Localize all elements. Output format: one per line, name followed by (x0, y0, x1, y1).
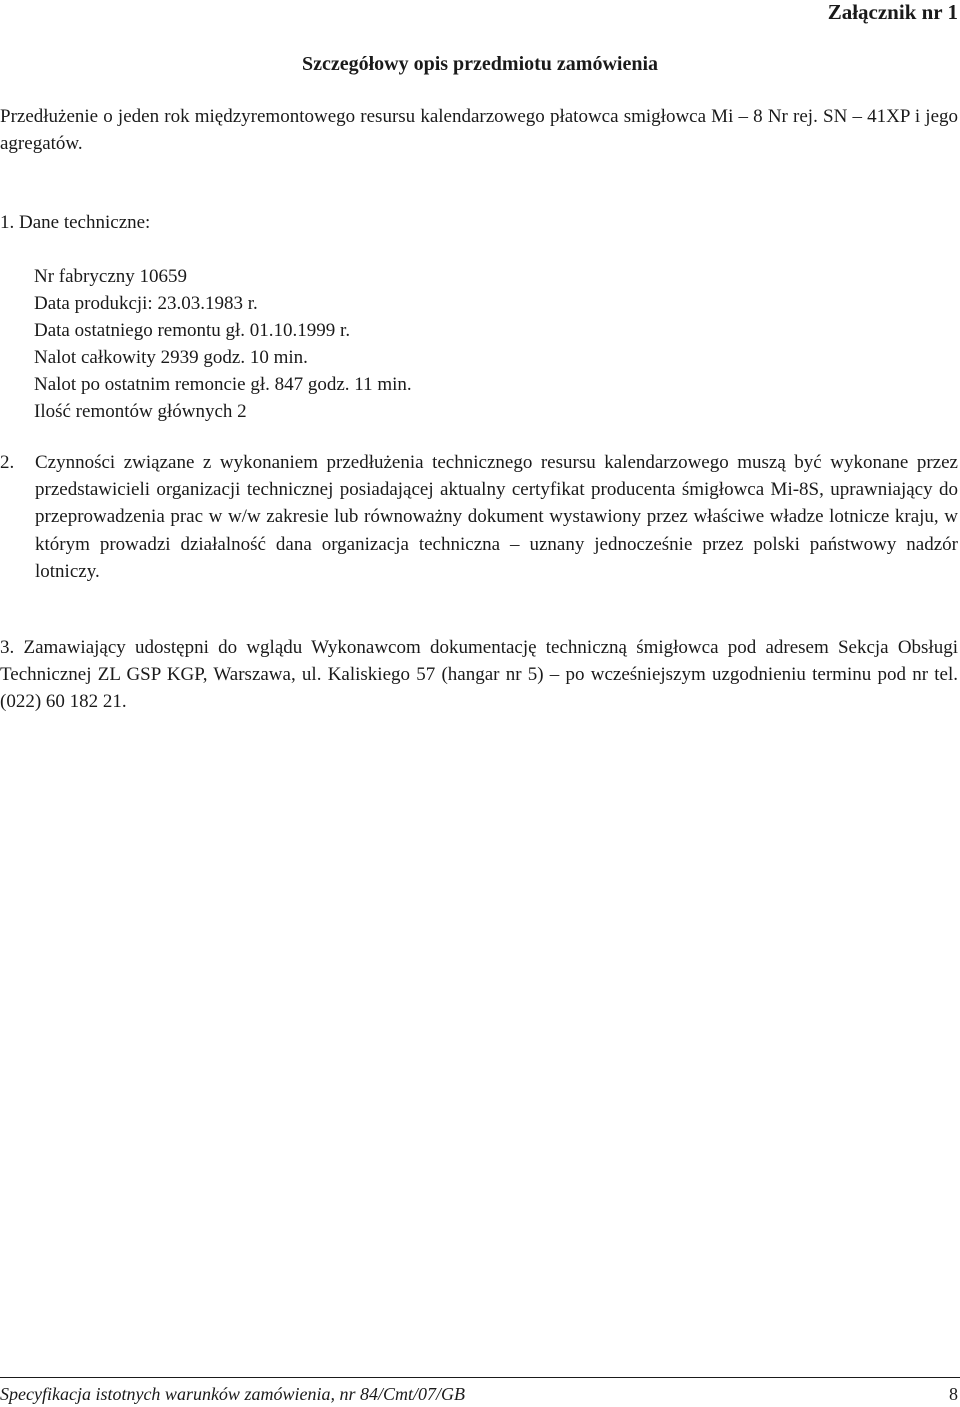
annex-label: Załącznik nr 1 (827, 0, 958, 24)
tech-item-flight-time-since-overhaul: Nalot po ostatnim remoncie gł. 847 godz. 11 min. (34, 374, 412, 395)
tech-item-production-date: Data produkcji: 23.03.1983 r. (34, 293, 258, 314)
footer-spec-reference: Specyfikacja istotnych warunków zamówienia, nr 84/Cmt/07/GB (0, 1384, 465, 1404)
tech-item-last-overhaul: Data ostatniego remontu gł. 01.10.1999 r. (34, 320, 351, 341)
document-title: Szczegółowy opis przedmiotu zamówienia (301, 53, 659, 75)
footer-divider (0, 1377, 960, 1378)
section-3-text: 3. Zamawiający udostępni do wglądu Wykonawcom dokumentację techniczną śmigłowca pod adresem Sekcja Obsługi Technicznej ZL GSP KGP, Warszawa, ul. Kaliskiego 57 (hangar nr 5) – po wcześniejszym uzgodnieniu terminu pod nr tel. (022) 60 182 21. (0, 637, 958, 713)
tech-item-overhaul-count: Ilość remontów głównych 2 (34, 401, 247, 422)
tech-item-total-flight-time: Nalot całkowity 2939 godz. 10 min. (34, 347, 308, 368)
section-2 (0, 449, 958, 585)
intro-paragraph: Przedłużenie o jeden rok międzyremontowego resursu kalendarzowego płatowca smigłowca Mi – 8 Nr rej. SN – 41XP i jego agregatów. (0, 106, 958, 154)
section-1-heading: 1. Dane techniczne: (0, 212, 151, 233)
tech-item-serial: Nr fabryczny 10659 (34, 266, 188, 287)
section-2-text: Czynności związane z wykonaniem przedłużenia technicznego resursu kalendarzowego muszą być wykonane przez przedstawicieli organizacji technicznej posiadającej aktualny certyfikat producenta śmigłowca Mi-8S, uprawniający do przeprowadzenia prac w w/w zakresie lub równoważny dokument wystawiony przez właściwe władze lotnicze kraju, w którym prowadzi działalność dana organizacja techniczna – uznany jednocześnie przez polski państwowy nadzór lotniczy. (35, 452, 958, 582)
page-number: 8 (949, 1384, 958, 1404)
technical-data-list (34, 263, 412, 425)
section-2-number: 2. (0, 452, 15, 473)
